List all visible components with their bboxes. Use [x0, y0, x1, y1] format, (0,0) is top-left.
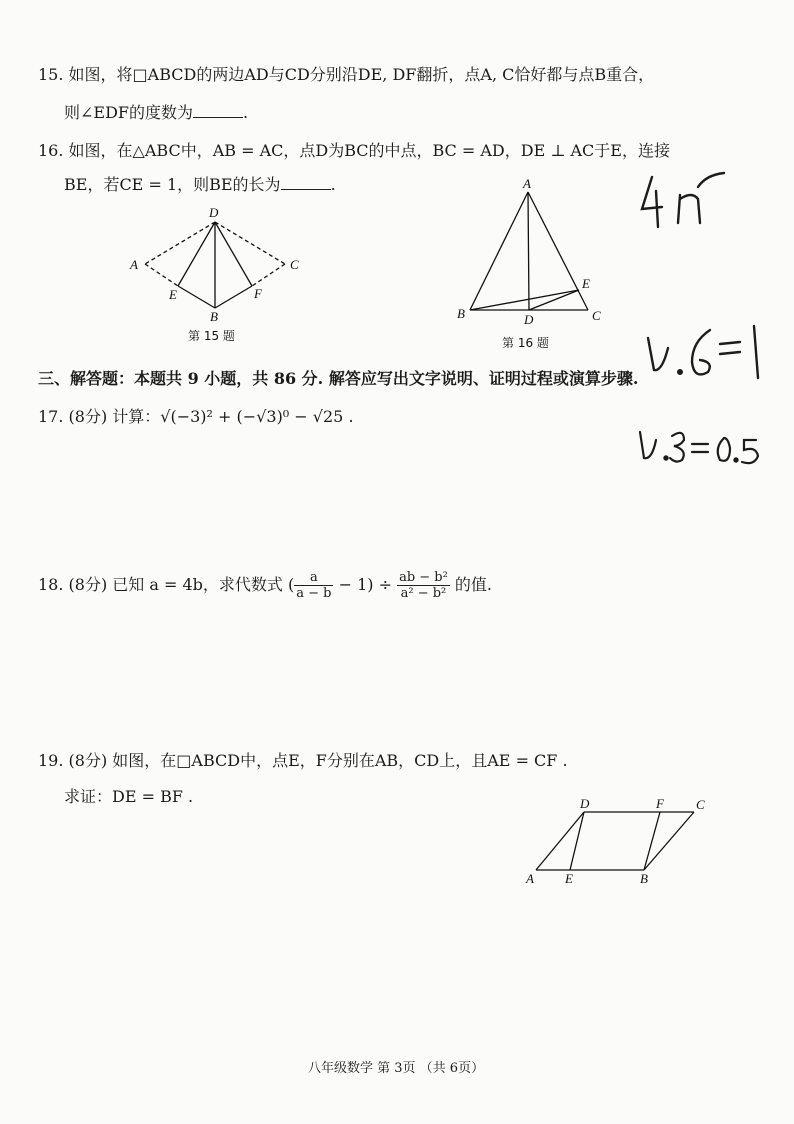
fig19-label-b: B — [640, 871, 648, 886]
handwritten-text-1: 45° — [632, 165, 634, 166]
fig16-label-d: D — [524, 312, 534, 327]
q18-f1-denominator: a − b — [296, 586, 332, 601]
q18-f2-numerator: ab − b² — [399, 570, 448, 585]
fig15-eb — [178, 286, 215, 308]
fig15-label-a: A — [130, 257, 138, 272]
q16-line2 — [64, 172, 336, 195]
fig15-de — [178, 222, 215, 286]
fig19-label-c: C — [696, 797, 705, 812]
fig15-label-c: C — [290, 257, 299, 272]
q16-line1: 16. 如图，在△ABC中，AB = AC，点D为BC的中点，BC = AD，DE ⊥ AC于E，连接 — [38, 141, 670, 160]
q18-fraction-1 — [294, 570, 333, 601]
q19-line2: 求证：DE = BF . — [64, 787, 194, 806]
page-footer: 八年级数学 第 3页 （共 6页） — [308, 1061, 485, 1076]
figure-16 — [445, 172, 625, 357]
q15-line2-end: . — [243, 103, 249, 122]
q18-f2-denominator: a² − b² — [400, 586, 447, 601]
fig15-label-e: E — [169, 287, 177, 302]
fig15-cf-dashed — [252, 264, 285, 286]
fig15-fb — [215, 286, 252, 308]
fig16-ac — [528, 192, 588, 310]
fig16-caption: 第 16 题 — [502, 336, 549, 350]
fig16-de — [529, 290, 579, 310]
fig15-ae-dashed — [145, 264, 178, 286]
q18-f1-numerator: a — [294, 570, 333, 586]
fig15-label-d: D — [209, 205, 219, 220]
q16-answer-blank[interactable] — [281, 175, 331, 190]
section-3-heading: 三、解答题：本题共 9 小题，共 86 分. 解答应写出文字说明、证明过程或演算步骤. — [38, 369, 639, 388]
figure-15 — [120, 200, 320, 350]
q18-fraction-2 — [397, 570, 450, 601]
q17-line: 17. (8分) 计算：√(−3)² + (−√3)⁰ − √25 . — [38, 407, 354, 426]
fig16-label-a: A — [523, 176, 531, 191]
fig15-da-dashed — [145, 222, 215, 264]
q16-line2-end: . — [330, 175, 336, 194]
fig19-label-f: F — [656, 796, 664, 811]
figure-19 — [520, 790, 720, 895]
fig19-label-d: D — [580, 796, 590, 811]
fig19-label-e: E — [565, 871, 573, 886]
handwritten-note-06 — [640, 318, 770, 388]
fig16-label-e: E — [582, 276, 590, 291]
q15-answer-blank[interactable] — [193, 103, 243, 118]
q18-text-mid: − 1) ÷ — [333, 575, 398, 594]
fig19-label-a: A — [526, 871, 534, 886]
q15-line2 — [64, 100, 248, 123]
fig15-label-f: F — [254, 286, 262, 301]
fig16-ad — [528, 192, 529, 310]
q18-text-post: 的值. — [449, 575, 493, 594]
fig15-dc-dashed — [215, 222, 285, 264]
fig16-label-c: C — [592, 308, 601, 323]
fig16-ab — [470, 192, 528, 310]
fig16-label-b: B — [457, 306, 465, 321]
fig16-be — [470, 290, 579, 310]
handwritten-text-2: 0.6=1 — [640, 318, 643, 319]
handwritten-note-03 — [632, 418, 772, 470]
fig15-caption: 第 15 题 — [188, 329, 235, 343]
q18-line — [38, 570, 492, 601]
q15-line1: 15. 如图，将□ABCD的两边AD与CD分别沿DE, DF翻折，点A, C恰好都与点B重合， — [38, 65, 655, 84]
q19-line1: 19. (8分) 如图，在□ABCD中，点E，F分别在AB，CD上，且AE = CF . — [38, 751, 568, 770]
fig15-label-b: B — [210, 309, 218, 324]
q15-line2-text: 则∠EDF的度数为 — [64, 103, 194, 122]
q18-text-pre: 18. (8分) 已知 a = 4b，求代数式 ( — [38, 575, 295, 594]
handwritten-note-45 — [632, 165, 742, 245]
fig15-df — [215, 222, 252, 286]
handwritten-text-3: 0.3=0.5 — [632, 418, 636, 419]
q16-line2-text: BE，若CE = 1，则BE的长为 — [64, 175, 281, 194]
